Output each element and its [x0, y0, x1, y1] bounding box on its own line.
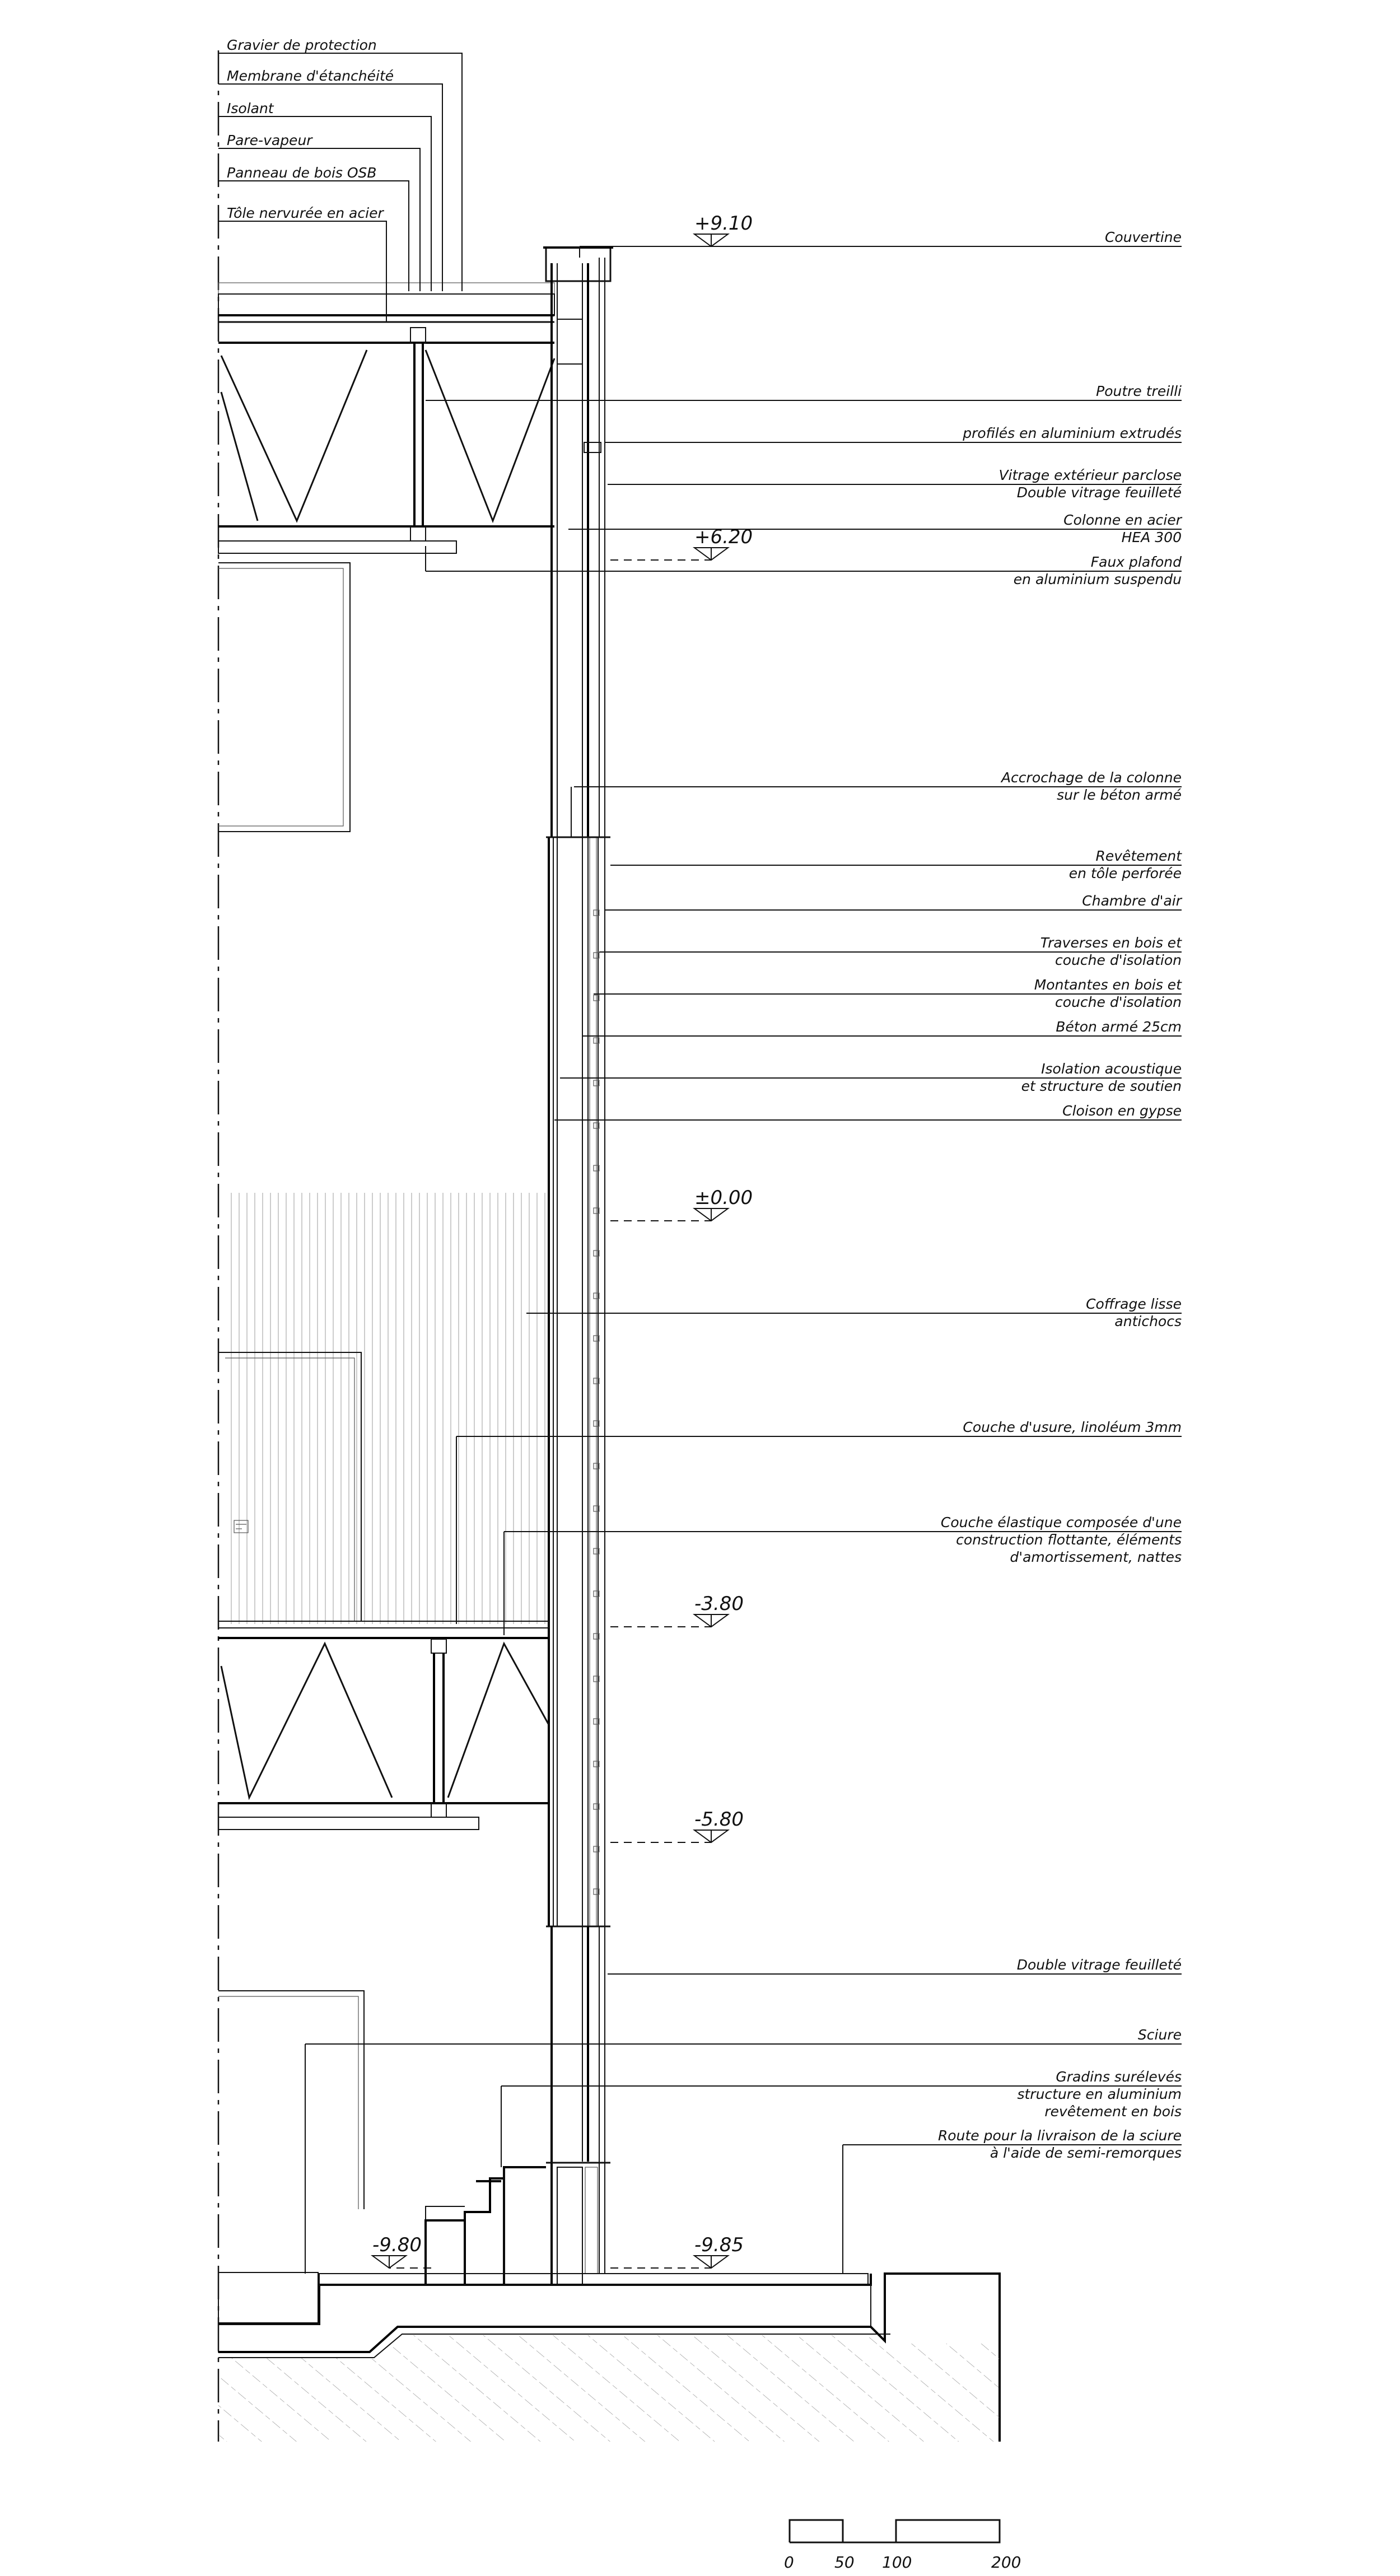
left-label: Pare-vapeur [227, 132, 312, 148]
scale-bar [784, 2520, 1021, 2572]
right-label: HEA 300 [1121, 529, 1182, 545]
roof-assembly [218, 248, 613, 343]
right-label: Accrochage de la colonne [1001, 769, 1182, 786]
level-label: +9.10 [694, 212, 753, 235]
right-label: Sciure [1137, 2027, 1182, 2043]
interior-board-cladding [230, 1193, 550, 1624]
right-label: Vitrage extérieur parclose [998, 467, 1182, 483]
right-label: Poutre treilli [1096, 383, 1182, 399]
right-label: sur le béton armé [1057, 787, 1182, 803]
right-label: Coffrage lisse [1086, 1296, 1182, 1312]
right-label: Traverses en bois et [1040, 935, 1182, 951]
ground-and-foundation [218, 2272, 1000, 2442]
left-label: Tôle nervurée en acier [227, 205, 384, 221]
right-label: Double vitrage feuilleté [1016, 484, 1182, 501]
right-label: d'amortissement, nattes [1010, 1549, 1182, 1565]
right-label: Chambre d'air [1082, 893, 1182, 909]
right-label: profilés en aluminium extrudés [963, 425, 1182, 441]
right-label: Faux plafond [1090, 554, 1182, 570]
left-leader-line [218, 181, 409, 291]
right-label: Isolation acoustique [1041, 1061, 1182, 1077]
left-annotation-list [218, 37, 462, 322]
right-label: revêtement en bois [1044, 2103, 1182, 2120]
right-label: et structure de soutien [1021, 1078, 1182, 1094]
left-label: Gravier de protection [227, 37, 377, 53]
right-label: Route pour la livraison de la sciure [937, 2127, 1182, 2144]
steel-column-and-glazing [552, 258, 605, 837]
level-label: -5.80 [694, 1808, 744, 1831]
right-label: construction flottante, éléments [956, 1532, 1182, 1548]
raised-stands-steps [426, 2167, 546, 2285]
left-leader-line [218, 221, 386, 322]
right-label: Double vitrage feuilleté [1016, 1957, 1182, 1973]
left-label: Panneau de bois OSB [227, 165, 377, 181]
upper-truss [218, 328, 554, 553]
scale-tick-200: 200 [991, 2553, 1021, 2572]
right-label: structure en aluminium [1017, 2086, 1182, 2102]
right-label: couche d'isolation [1055, 952, 1182, 968]
right-label: Colonne en acier [1063, 512, 1182, 528]
right-label: Couche d'usure, linoléum 3mm [963, 1419, 1182, 1435]
right-label: Montantes en bois et [1034, 977, 1182, 993]
right-label: couche d'isolation [1055, 994, 1182, 1010]
level-label: ±0.00 [694, 1187, 753, 1209]
right-label: Cloison en gypse [1062, 1103, 1182, 1119]
right-label: en aluminium suspendu [1013, 571, 1182, 587]
right-label: à l'aide de semi-remorques [990, 2145, 1182, 2161]
upper-window-opening [218, 563, 350, 832]
lower-window-opening [218, 1991, 364, 2209]
level-label: +6.20 [694, 526, 753, 548]
concrete-wall-assembly [546, 837, 610, 1926]
right-label: Gradins surélevés [1056, 2069, 1182, 2085]
lower-column-glazing [546, 1926, 610, 2285]
left-label: Isolant [227, 100, 274, 116]
scale-tick-0: 0 [784, 2553, 794, 2572]
right-label: antichocs [1114, 1313, 1182, 1329]
right-label: Couvertine [1104, 229, 1182, 245]
lower-truss [218, 1621, 549, 1830]
right-label: Revêtement [1095, 848, 1182, 864]
scale-tick-100: 100 [882, 2553, 912, 2572]
level-label: -9.80 [372, 2234, 422, 2256]
level-label: -3.80 [694, 1593, 744, 1615]
right-label: Béton armé 25cm [1056, 1019, 1182, 1035]
left-label: Membrane d'étanchéité [227, 68, 394, 84]
level-label: -9.85 [694, 2234, 744, 2256]
right-label: en tôle perforée [1068, 865, 1182, 881]
scale-tick-50: 50 [834, 2553, 855, 2572]
right-label: Couche élastique composée d'une [940, 1514, 1182, 1530]
